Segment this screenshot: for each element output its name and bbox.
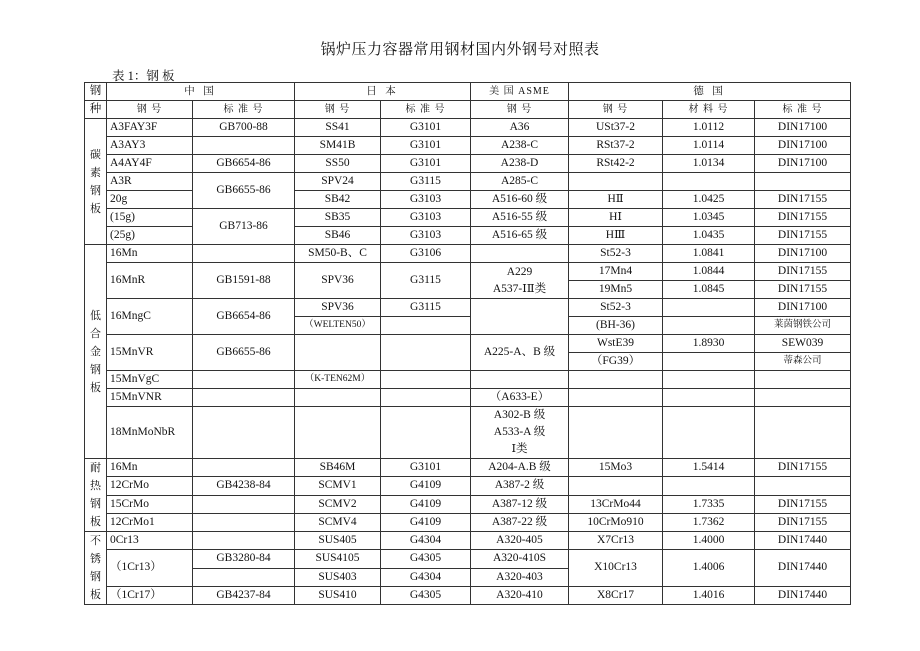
de-standard: SEW039 — [755, 335, 851, 353]
de-grade: HⅢ — [569, 227, 663, 245]
steel-kind-header-bottom: 种 — [85, 101, 107, 119]
cn-standard — [193, 459, 295, 477]
de-material — [663, 371, 755, 389]
jp-grade: SB46M — [295, 459, 381, 477]
de-material — [663, 407, 755, 459]
de-grade — [569, 407, 663, 459]
cn-standard: GB6655-86 — [193, 335, 295, 371]
cn-grade: 16Mn — [107, 245, 193, 263]
us-grade: A516-60 级 — [471, 191, 569, 209]
de-standard: DIN17155 — [755, 227, 851, 245]
de-material — [663, 299, 755, 317]
cn-standard — [193, 245, 295, 263]
jp-standard: G3101 — [381, 119, 471, 137]
cn-grade: 15MnVgC — [107, 371, 193, 389]
cn-grade: 20g — [107, 191, 193, 209]
header-row-columns — [85, 101, 851, 119]
table-row — [85, 371, 851, 389]
category-lowalloy: 低 合 金 钢 板 — [85, 245, 107, 459]
de-grade: X10Cr13 — [569, 550, 663, 587]
cn-grade: 15CrMo — [107, 495, 193, 513]
de-grade: 19Mn5 — [569, 281, 663, 299]
jp-standard — [381, 335, 471, 371]
jp-standard: G3101 — [381, 459, 471, 477]
us-grade: A387-12 级 — [471, 495, 569, 513]
us-grade: A320-403 — [471, 568, 569, 586]
de-standard: DIN17155 — [755, 191, 851, 209]
cn-grade: 16MngC — [107, 299, 193, 335]
table-row — [85, 245, 851, 263]
table-row — [85, 335, 851, 353]
cn-standard: GB6654-86 — [193, 299, 295, 335]
de-standard: DIN17100 — [755, 245, 851, 263]
de-standard: DIN17440 — [755, 550, 851, 587]
table-row — [85, 477, 851, 495]
table-row — [85, 263, 851, 281]
jp-grade: SB46 — [295, 227, 381, 245]
table-row — [85, 550, 851, 569]
table-row — [85, 495, 851, 513]
jp-grade: SM41B — [295, 137, 381, 155]
cn-standard: GB4237-84 — [193, 586, 295, 605]
jp-standard-header: 标 准 号 — [381, 101, 471, 119]
de-standard: DIN17440 — [755, 586, 851, 605]
de-material: 1.0345 — [663, 209, 755, 227]
de-grade: 10CrMo910 — [569, 513, 663, 531]
de-grade: X7Cr13 — [569, 532, 663, 550]
jp-grade: SPV36 — [295, 299, 381, 317]
de-standard: DIN17155 — [755, 263, 851, 281]
jp-grade: SUS403 — [295, 568, 381, 586]
de-material: 1.0134 — [663, 155, 755, 173]
us-grade: A320-405 — [471, 532, 569, 550]
de-standard — [755, 371, 851, 389]
jp-standard — [381, 317, 471, 335]
jp-grade: SB35 — [295, 209, 381, 227]
de-material-header: 材 料 号 — [663, 101, 755, 119]
de-material: 1.0112 — [663, 119, 755, 137]
de-material: 1.4006 — [663, 550, 755, 587]
de-standard: DIN17100 — [755, 299, 851, 317]
de-material: 1.8930 — [663, 335, 755, 353]
jp-grade: SB42 — [295, 191, 381, 209]
steel-kind-header-top: 钢 — [85, 83, 107, 101]
table-row — [85, 459, 851, 477]
jp-grade — [295, 335, 381, 371]
de-grade: St52-3 — [569, 245, 663, 263]
de-grade: X8Cr17 — [569, 586, 663, 605]
jp-grade: （WELTEN50） — [295, 317, 381, 335]
de-grade: St52-3 — [569, 299, 663, 317]
de-material — [663, 353, 755, 371]
jp-grade: SPV24 — [295, 173, 381, 191]
jp-grade: SS50 — [295, 155, 381, 173]
table-row — [85, 532, 851, 550]
us-grade — [471, 245, 569, 263]
cn-standard: GB6655-86 — [193, 173, 295, 209]
cn-standard — [193, 389, 295, 407]
de-standard: DIN17155 — [755, 459, 851, 477]
de-material: 1.7335 — [663, 495, 755, 513]
jp-standard: G4305 — [381, 586, 471, 605]
de-material — [663, 173, 755, 191]
de-material: 1.0114 — [663, 137, 755, 155]
jp-standard: G4304 — [381, 532, 471, 550]
jp-grade: SUS410 — [295, 586, 381, 605]
category-stainless: 不 锈 钢 板 — [85, 532, 107, 605]
de-material: 1.0435 — [663, 227, 755, 245]
de-standard: DIN17155 — [755, 495, 851, 513]
de-standard: DIN17100 — [755, 137, 851, 155]
de-standard — [755, 173, 851, 191]
cn-grade: 12CrMo1 — [107, 513, 193, 531]
cn-standard: GB713-86 — [193, 209, 295, 245]
jp-standard: G3103 — [381, 209, 471, 227]
germany-header: 德 国 — [569, 83, 851, 101]
de-material: 1.0844 — [663, 263, 755, 281]
cn-grade: 0Cr13 — [107, 532, 193, 550]
cn-grade: A3R — [107, 173, 193, 191]
us-grade: A204-A.B 级 — [471, 459, 569, 477]
header-row-countries — [85, 83, 851, 101]
de-standard: DIN17155 — [755, 281, 851, 299]
table-row — [85, 155, 851, 173]
us-grade: A320-410S — [471, 550, 569, 569]
cn-standard — [193, 407, 295, 459]
us-grade: A302-B 级 A533-A 级 Ⅰ类 — [471, 407, 569, 459]
jp-standard: G3101 — [381, 137, 471, 155]
us-grade: A387-22 级 — [471, 513, 569, 531]
jp-grade: SCMV2 — [295, 495, 381, 513]
jp-standard: G3101 — [381, 155, 471, 173]
de-standard — [755, 407, 851, 459]
de-standard: DIN17100 — [755, 155, 851, 173]
cn-grade: (15g) — [107, 209, 193, 227]
jp-grade: SCMV1 — [295, 477, 381, 495]
page-title: 锅炉压力容器常用钢材国内外钢号对照表 — [320, 42, 600, 58]
de-grade: 15Mo3 — [569, 459, 663, 477]
us-grade: （A633-E） — [471, 389, 569, 407]
table-row — [85, 209, 851, 227]
cn-grade: A3AY3 — [107, 137, 193, 155]
china-header: 中 国 — [107, 83, 295, 101]
cn-standard: GB1591-88 — [193, 263, 295, 299]
cn-standard: GB4238-84 — [193, 477, 295, 495]
de-grade — [569, 371, 663, 389]
cn-standard: GB3280-84 — [193, 550, 295, 569]
jp-standard — [381, 389, 471, 407]
de-grade: HⅠ — [569, 209, 663, 227]
de-grade: 17Mn4 — [569, 263, 663, 281]
us-grade: A516-55 级 — [471, 209, 569, 227]
cn-grade: (25g) — [107, 227, 193, 245]
us-grade: A225-A、B 级 — [471, 335, 569, 371]
cn-standard — [193, 568, 295, 586]
table-row — [85, 513, 851, 531]
us-grade: A238-C — [471, 137, 569, 155]
cn-grade: （1Cr13） — [107, 550, 193, 587]
jp-standard — [381, 371, 471, 389]
cn-grade: 18MnMoNbR — [107, 407, 193, 459]
us-grade — [471, 371, 569, 389]
table-row — [85, 389, 851, 407]
jp-standard: G4109 — [381, 477, 471, 495]
jp-standard: G4304 — [381, 568, 471, 586]
jp-grade: SPV36 — [295, 263, 381, 299]
jp-standard: G4305 — [381, 550, 471, 569]
us-grade: A516-65 级 — [471, 227, 569, 245]
de-material: 1.4000 — [663, 532, 755, 550]
cn-standard — [193, 513, 295, 531]
de-grade: （FG39） — [569, 353, 663, 371]
category-carbon: 碳 素 钢 板 — [85, 119, 107, 245]
de-material: 1.4016 — [663, 586, 755, 605]
jp-standard: G4109 — [381, 495, 471, 513]
us-grade: A238-D — [471, 155, 569, 173]
jp-standard: G3115 — [381, 263, 471, 299]
us-grade: A285-C — [471, 173, 569, 191]
us-grade — [471, 299, 569, 335]
cn-standard — [193, 532, 295, 550]
de-standard: DIN17155 — [755, 209, 851, 227]
de-standard: 莱茵钢铁公司 — [755, 317, 851, 335]
steel-comparison-table — [84, 82, 851, 605]
cn-grade: （1Cr17） — [107, 586, 193, 605]
de-standard: DIN17100 — [755, 119, 851, 137]
cn-grade: 16Mn — [107, 459, 193, 477]
jp-grade: SM50-B、C — [295, 245, 381, 263]
de-grade-header: 钢 号 — [569, 101, 663, 119]
jp-grade — [295, 389, 381, 407]
de-material: 1.0845 — [663, 281, 755, 299]
cn-grade: A3FAY3F — [107, 119, 193, 137]
cn-standard — [193, 495, 295, 513]
cn-grade: 15MnVNR — [107, 389, 193, 407]
de-material: 1.0841 — [663, 245, 755, 263]
de-material: 1.7362 — [663, 513, 755, 531]
jp-standard: G3115 — [381, 299, 471, 317]
cn-grade: 16MnR — [107, 263, 193, 299]
de-material — [663, 389, 755, 407]
de-grade: RSt37-2 — [569, 137, 663, 155]
de-material: 1.5414 — [663, 459, 755, 477]
de-material — [663, 317, 755, 335]
table-row — [85, 299, 851, 317]
table-row — [85, 137, 851, 155]
cn-standard-header: 标 准 号 — [193, 101, 295, 119]
de-material — [663, 477, 755, 495]
de-grade — [569, 173, 663, 191]
jp-standard: G3115 — [381, 173, 471, 191]
cn-standard: GB6654-86 — [193, 155, 295, 173]
de-grade: HⅡ — [569, 191, 663, 209]
de-grade: (BH-36) — [569, 317, 663, 335]
cn-grade-header: 钢 号 — [107, 101, 193, 119]
japan-header: 日 本 — [295, 83, 471, 101]
category-heat: 耐 热 钢 板 — [85, 459, 107, 532]
de-grade — [569, 477, 663, 495]
jp-standard — [381, 407, 471, 459]
table-row — [85, 586, 851, 587]
cn-grade: 12CrMo — [107, 477, 193, 495]
table-caption: 表 1：钢 板 — [112, 69, 175, 83]
us-grade-header: 钢 号 — [471, 101, 569, 119]
de-grade: 13CrMo44 — [569, 495, 663, 513]
jp-grade: SUS4105 — [295, 550, 381, 569]
de-grade: USt37-2 — [569, 119, 663, 137]
cn-grade: A4AY4F — [107, 155, 193, 173]
de-standard — [755, 477, 851, 495]
de-standard — [755, 389, 851, 407]
de-standard: 蒂森公司 — [755, 353, 851, 371]
jp-standard: G3103 — [381, 191, 471, 209]
jp-grade: （K-TEN62M） — [295, 371, 381, 389]
de-grade: RSt42-2 — [569, 155, 663, 173]
table-row — [85, 119, 851, 137]
de-standard: DIN17155 — [755, 513, 851, 531]
us-grade: A229 A537-ⅠⅡ类 — [471, 263, 569, 299]
table-row — [85, 173, 851, 191]
usa-header: 美 国 ASME — [471, 83, 569, 101]
jp-standard: G3103 — [381, 227, 471, 245]
us-grade: A387-2 级 — [471, 477, 569, 495]
de-standard-header: 标 准 号 — [755, 101, 851, 119]
de-grade: WstE39 — [569, 335, 663, 353]
jp-standard: G3106 — [381, 245, 471, 263]
jp-grade: SS41 — [295, 119, 381, 137]
cn-grade: 15MnVR — [107, 335, 193, 371]
de-material: 1.0425 — [663, 191, 755, 209]
de-standard: DIN17440 — [755, 532, 851, 550]
cn-standard: GB700-88 — [193, 119, 295, 137]
us-grade: A36 — [471, 119, 569, 137]
jp-grade — [295, 407, 381, 459]
cn-standard — [193, 137, 295, 155]
us-grade: A320-410 — [471, 586, 569, 605]
jp-standard: G4109 — [381, 513, 471, 531]
jp-grade: SUS405 — [295, 532, 381, 550]
cn-standard — [193, 371, 295, 389]
jp-grade-header: 钢 号 — [295, 101, 381, 119]
jp-grade: SCMV4 — [295, 513, 381, 531]
de-grade — [569, 389, 663, 407]
